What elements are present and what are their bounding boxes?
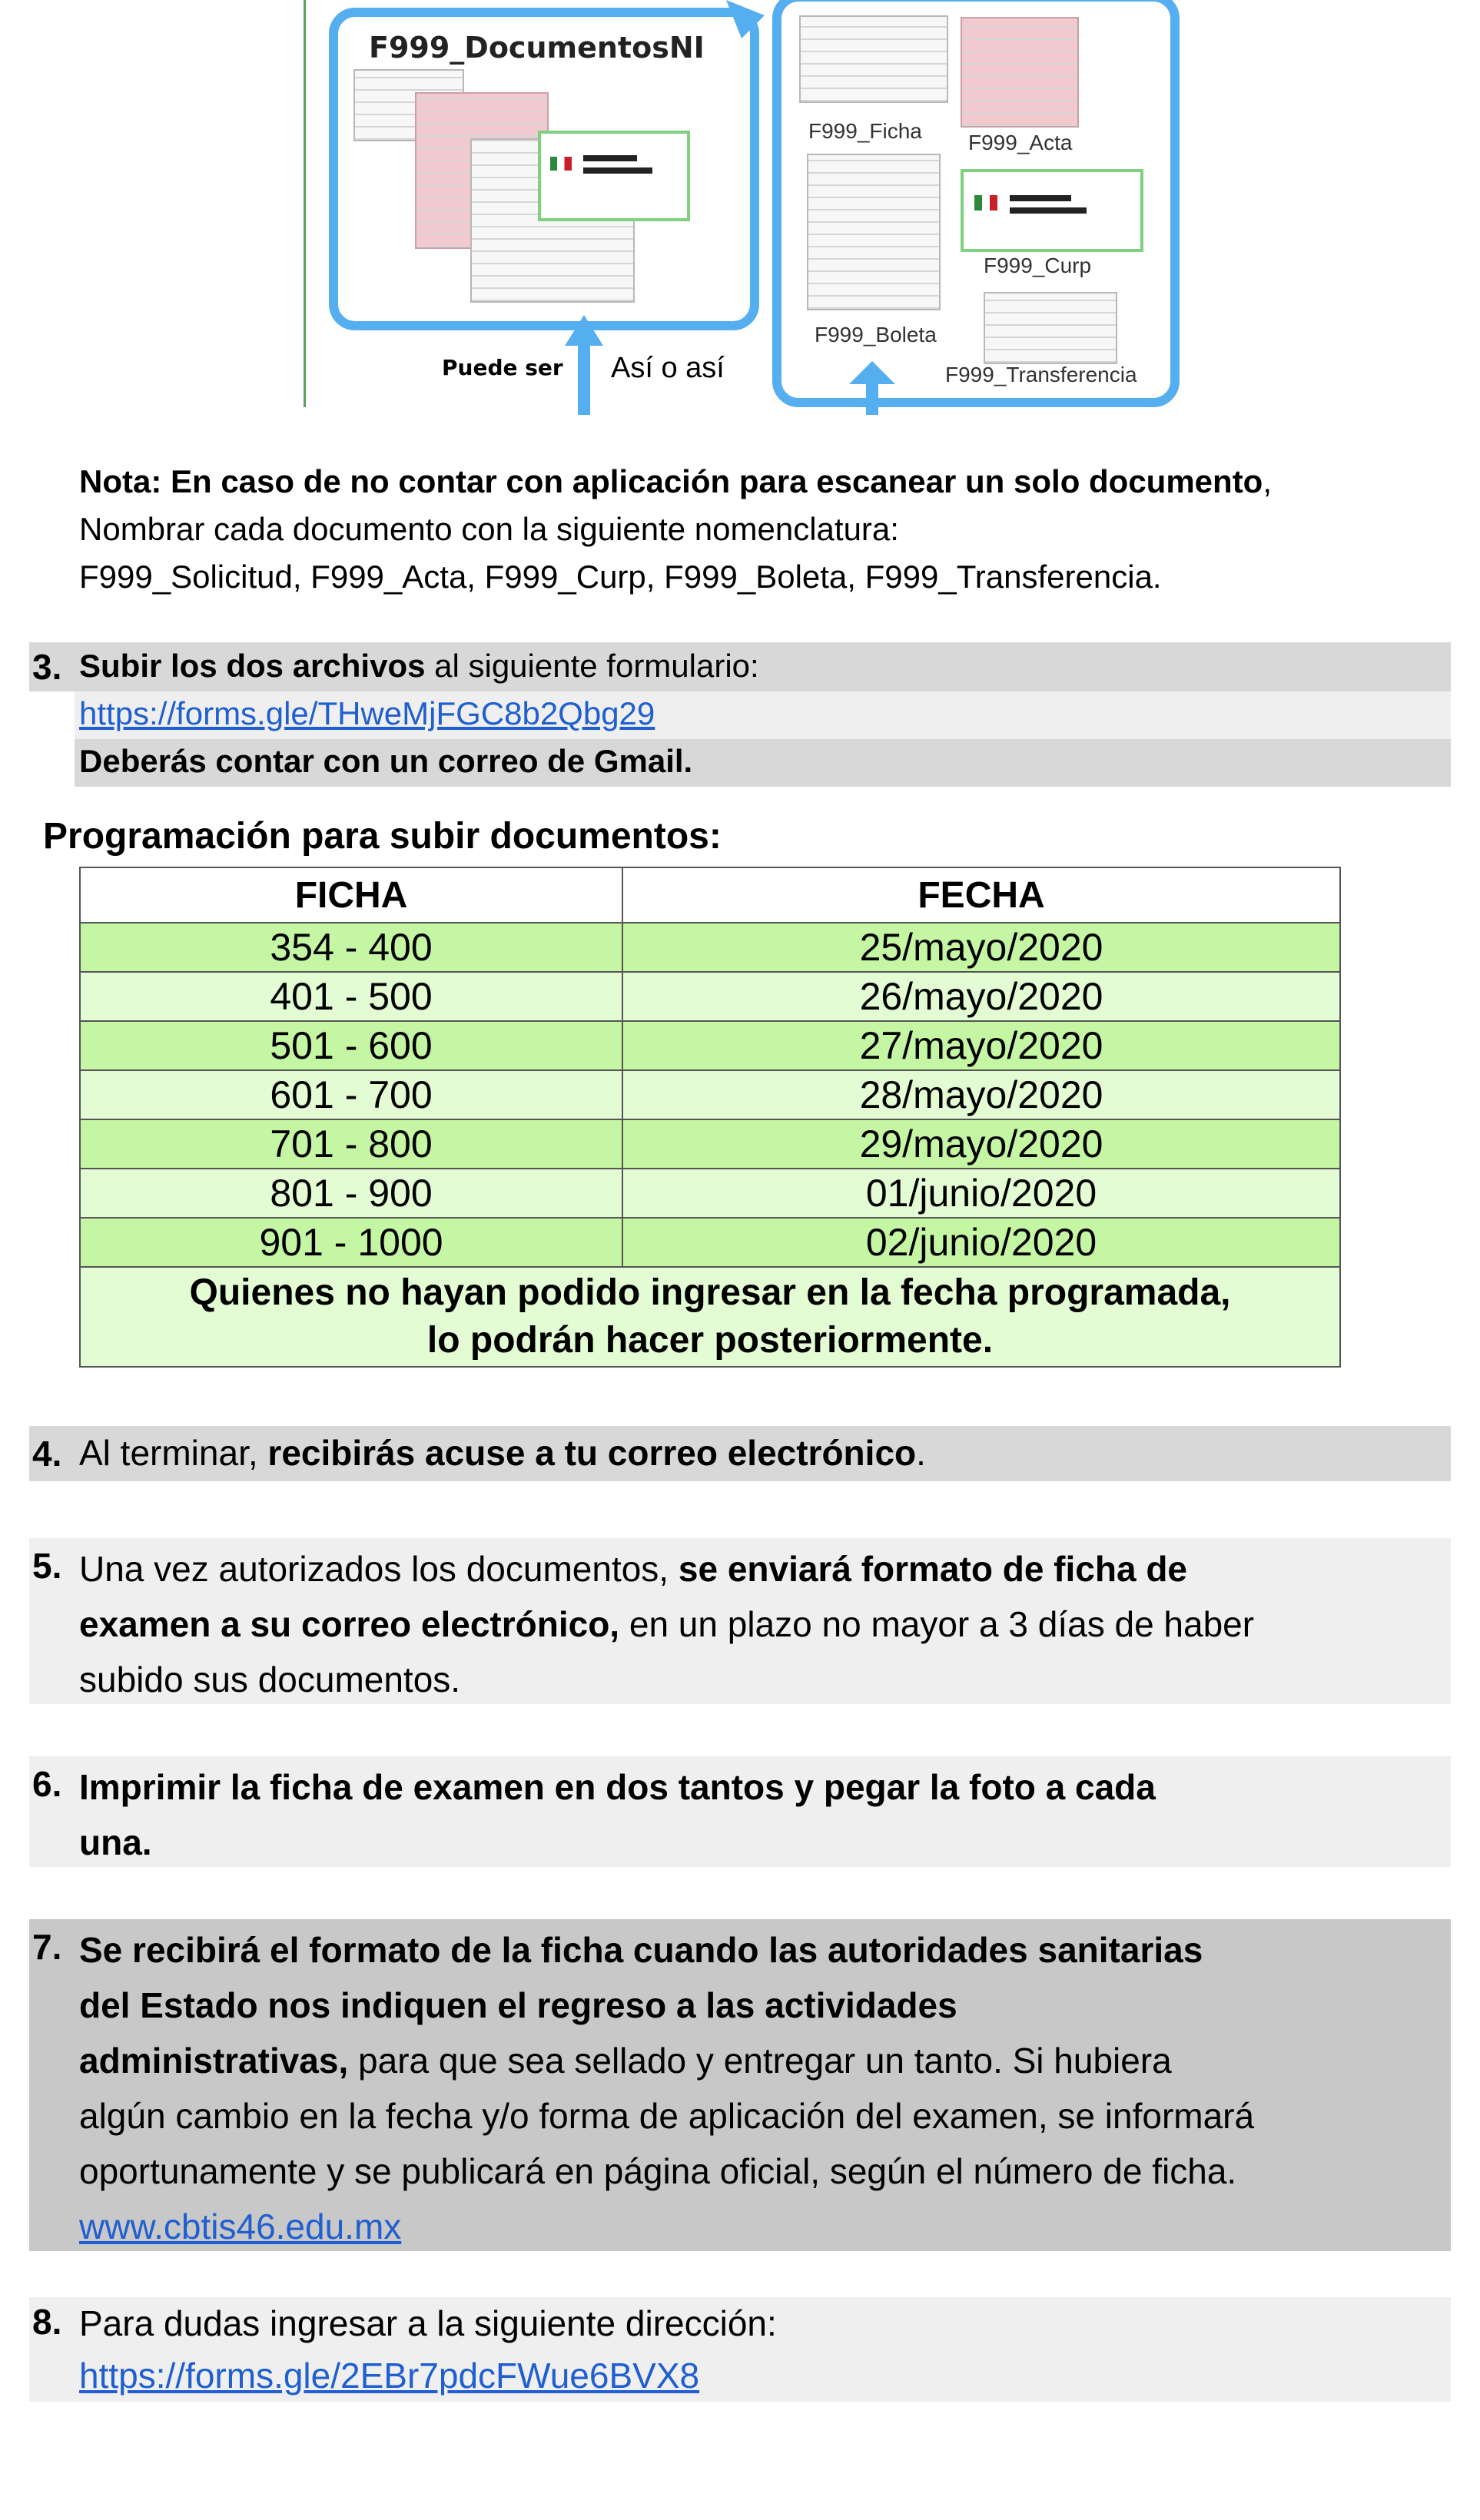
- ficha-cell: 801 - 900: [80, 1169, 622, 1218]
- step-7-line-2: del Estado nos indiquen el regreso a las actividades: [79, 1985, 957, 2025]
- fecha-cell: 25/mayo/2020: [622, 923, 1340, 972]
- doc-thumb-ficha: [799, 15, 948, 103]
- file-label-transferencia: F999_Transferencia: [945, 363, 1137, 386]
- questions-form-link[interactable]: https://forms.gle/2EBr7pdcFWue6BVX8: [79, 2356, 700, 2396]
- asi-o-asi-label: Así o así: [611, 352, 725, 384]
- step-7-line-6: [79, 2199, 401, 2254]
- schedule-title: Programación para subir documentos:: [43, 816, 722, 857]
- ficha-cell: 501 - 600: [80, 1021, 622, 1070]
- step-8-number: 8.: [32, 2302, 62, 2342]
- step-5-line-1: Una vez autorizados los documentos, se enviará formato de ficha de: [79, 1549, 1188, 1589]
- fecha-cell: 28/mayo/2020: [622, 1070, 1340, 1119]
- step-5-line-3: subido sus documentos.: [79, 1660, 461, 1699]
- step-3-number: 3.: [32, 647, 62, 687]
- column-header-ficha: FICHA: [80, 867, 622, 923]
- note-line-3: F999_Solicitud, F999_Acta, F999_Curp, F999_Boleta, F999_Transferencia.: [79, 559, 1162, 595]
- table-row: [80, 1218, 1340, 1267]
- fecha-cell: 29/mayo/2020: [622, 1119, 1340, 1169]
- flag-icon: [974, 195, 997, 211]
- fecha-cell: 27/mayo/2020: [622, 1021, 1340, 1070]
- table-row: [80, 1070, 1340, 1119]
- flag-icon: [550, 157, 572, 171]
- step-3-line-3: Deberás contar con un correo de Gmail.: [79, 743, 693, 779]
- schedule-footnote: Quienes no hayan podido ingresar en la fecha programada, lo podrán hacer posteriormente.: [80, 1267, 1340, 1367]
- table-row: [80, 1169, 1340, 1218]
- doc-thumb-curp-2: [961, 169, 1143, 252]
- ficha-cell: 354 - 400: [80, 923, 622, 972]
- step-5-number: 5.: [32, 1546, 62, 1586]
- step-8-line-2: [79, 2349, 699, 2402]
- ficha-cell: 901 - 1000: [80, 1218, 622, 1267]
- puede-ser-label: Puede ser: [442, 355, 563, 380]
- doc-thumb-acta-2: [961, 17, 1079, 128]
- step-4-line: Al terminar, recibirás acuse a tu correo electrónico.: [79, 1433, 926, 1473]
- arrow-right-icon: [718, 0, 765, 46]
- step-7-line-3: administrativas, para que sea sellado y entregar un tanto. Si hubiera: [79, 2041, 1172, 2081]
- fecha-cell: 26/mayo/2020: [622, 972, 1340, 1021]
- doc-thumb-curp: [538, 131, 690, 221]
- fecha-cell: 02/junio/2020: [622, 1218, 1340, 1267]
- step-7-number: 7.: [32, 1927, 62, 1967]
- fecha-cell: 01/junio/2020: [622, 1169, 1340, 1218]
- step-4-number: 4.: [32, 1434, 62, 1474]
- ficha-cell: 601 - 700: [80, 1070, 622, 1119]
- file-label-boleta: F999_Boleta: [815, 323, 937, 346]
- form-upload-link[interactable]: https://forms.gle/THweMjFGC8b2Qbg29: [79, 695, 655, 731]
- bundle-label: F999_DocumentosNI: [369, 31, 705, 65]
- schedule-table: [79, 867, 1341, 1368]
- note-bold: Nota: En caso de no contar con aplicación para escanear un solo documento: [79, 463, 1263, 499]
- step-7-line-5: oportunamente y se publicará en página oficial, según el número de ficha.: [79, 2151, 1237, 2191]
- table-row: [80, 972, 1340, 1021]
- step-7-line-4: algún cambio en la fecha y/o forma de aplicación del examen, se informará: [79, 2096, 1255, 2136]
- step-6-line-2: una.: [79, 1822, 152, 1862]
- table-row: [80, 1021, 1340, 1070]
- doc-thumb-ficha-sheet: [807, 154, 941, 310]
- doc-thumb-transferencia: [984, 292, 1117, 364]
- note-line-1: Nota: En caso de no contar con aplicación para escanear un solo documento,: [79, 463, 1273, 499]
- step-5-line-2: examen a su correo electrónico, en un plazo no mayor a 3 días de haber: [79, 1604, 1255, 1644]
- file-label-acta: F999_Acta: [968, 131, 1073, 154]
- step-6-number: 6.: [32, 1764, 62, 1804]
- ficha-cell: 401 - 500: [80, 972, 622, 1021]
- step-3-line-2: [79, 690, 655, 738]
- official-site-link[interactable]: www.cbtis46.edu.mx: [79, 2207, 402, 2246]
- arrow-up-icon: [849, 361, 895, 415]
- step-7-line-1: Se recibirá el formato de la ficha cuando las autoridades sanitarias: [79, 1930, 1203, 1970]
- document-illustration: [292, 0, 1183, 415]
- step-8-line-1: Para dudas ingresar a la siguiente dirección:: [79, 2303, 777, 2343]
- table-footnote-row: [80, 1267, 1340, 1367]
- step-3-line-1: Subir los dos archivos al siguiente formulario:: [79, 648, 759, 684]
- step-6-line-1: Imprimir la ficha de examen en dos tantos y pegar la foto a cada: [79, 1767, 1156, 1807]
- ficha-cell: 701 - 800: [80, 1119, 622, 1169]
- column-header-fecha: FECHA: [622, 867, 1340, 923]
- file-label-ficha: F999_Ficha: [808, 119, 922, 143]
- file-label-curp: F999_Curp: [984, 254, 1092, 277]
- table-row: [80, 1119, 1340, 1169]
- arrow-up-icon: [565, 315, 603, 415]
- note-line-2: Nombrar cada documento con la siguiente nomenclatura:: [79, 511, 899, 547]
- table-row: [80, 923, 1340, 972]
- table-header-row: [80, 867, 1340, 923]
